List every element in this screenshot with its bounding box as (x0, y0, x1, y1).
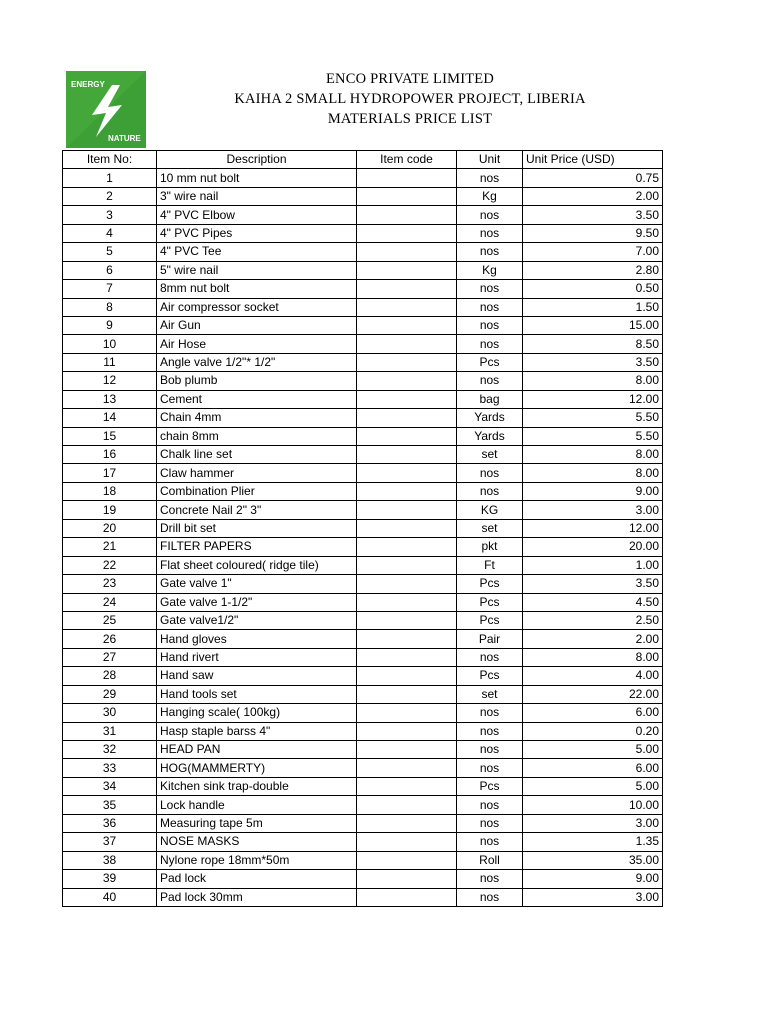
table-row (63, 648, 663, 666)
description-cell: Gate valve 1-1/2" (157, 593, 357, 611)
description-cell: Pad lock (157, 870, 357, 888)
item-number-cell: 16 (63, 446, 157, 464)
item-code-cell (357, 704, 457, 722)
item-code-cell (357, 630, 457, 648)
unit-price-cell: 4.00 (523, 667, 663, 685)
table-row (63, 741, 663, 759)
unit-cell: nos (457, 464, 523, 482)
description-cell: Lock handle (157, 796, 357, 814)
unit-price-cell: 3.50 (523, 575, 663, 593)
unit-cell: Yards (457, 409, 523, 427)
unit-cell: nos (457, 206, 523, 224)
logo-top-text: ENERGY (71, 80, 105, 89)
table-row (63, 464, 663, 482)
description-cell: 5" wire nail (157, 261, 357, 279)
unit-price-cell: 9.50 (523, 224, 663, 242)
item-code-cell (357, 833, 457, 851)
table-row (63, 261, 663, 279)
unit-cell: nos (457, 169, 523, 187)
item-code-cell (357, 243, 457, 261)
item-number-cell: 4 (63, 224, 157, 242)
table-row (63, 759, 663, 777)
description-cell: Hand gloves (157, 630, 357, 648)
item-code-cell (357, 187, 457, 205)
item-number-cell: 40 (63, 888, 157, 906)
item-code-cell (357, 261, 457, 279)
item-code-cell (357, 777, 457, 795)
table-row (63, 796, 663, 814)
description-cell: Air Hose (157, 335, 357, 353)
item-number-cell: 31 (63, 722, 157, 740)
unit-price-cell: 1.00 (523, 556, 663, 574)
unit-price-cell: 8.00 (523, 648, 663, 666)
description-cell: Air Gun (157, 316, 357, 334)
description-cell: Chalk line set (157, 446, 357, 464)
unit-cell: Pcs (457, 777, 523, 795)
unit-cell: nos (457, 316, 523, 334)
table-row (63, 685, 663, 703)
item-number-cell: 7 (63, 280, 157, 298)
item-code-cell (357, 446, 457, 464)
unit-cell: Ft (457, 556, 523, 574)
description-cell: HOG(MAMMERTY) (157, 759, 357, 777)
unit-cell: nos (457, 372, 523, 390)
description-cell: 4" PVC Elbow (157, 206, 357, 224)
unit-price-cell: 7.00 (523, 243, 663, 261)
table-row (63, 519, 663, 537)
description-cell: Combination Plier (157, 482, 357, 500)
item-number-cell: 38 (63, 851, 157, 869)
description-cell: Cement (157, 390, 357, 408)
table-row (63, 704, 663, 722)
table-row (63, 335, 663, 353)
unit-price-cell: 8.00 (523, 446, 663, 464)
column-header-unit: Unit (457, 151, 523, 169)
project-name: KAIHA 2 SMALL HYDROPOWER PROJECT, LIBERIA (234, 91, 586, 107)
item-code-cell (357, 648, 457, 666)
unit-price-cell: 9.00 (523, 870, 663, 888)
item-code-cell (357, 169, 457, 187)
unit-cell: Kg (457, 187, 523, 205)
item-number-cell: 12 (63, 372, 157, 390)
item-code-cell (357, 519, 457, 537)
item-number-cell: 2 (63, 187, 157, 205)
unit-price-cell: 8.00 (523, 464, 663, 482)
table-row (63, 280, 663, 298)
table-row (63, 814, 663, 832)
item-code-cell (357, 409, 457, 427)
unit-cell: nos (457, 224, 523, 242)
item-code-cell (357, 556, 457, 574)
unit-cell: nos (457, 335, 523, 353)
unit-price-cell: 1.35 (523, 833, 663, 851)
table-row (63, 667, 663, 685)
item-number-cell: 33 (63, 759, 157, 777)
unit-price-cell: 9.00 (523, 482, 663, 500)
table-row (63, 482, 663, 500)
column-header-unit-price: Unit Price (USD) (523, 151, 663, 169)
unit-price-cell: 3.00 (523, 501, 663, 519)
table-row (63, 446, 663, 464)
item-code-cell (357, 611, 457, 629)
description-cell: Chain 4mm (157, 409, 357, 427)
table-row (63, 888, 663, 906)
unit-cell: set (457, 519, 523, 537)
table-row (63, 777, 663, 795)
unit-price-cell: 6.00 (523, 704, 663, 722)
item-number-cell: 23 (63, 575, 157, 593)
item-code-cell (357, 685, 457, 703)
unit-cell: nos (457, 759, 523, 777)
item-number-cell: 21 (63, 538, 157, 556)
item-number-cell: 6 (63, 261, 157, 279)
item-number-cell: 3 (63, 206, 157, 224)
description-cell: Drill bit set (157, 519, 357, 537)
item-number-cell: 20 (63, 519, 157, 537)
item-code-cell (357, 464, 457, 482)
table-row (63, 298, 663, 316)
unit-cell: set (457, 685, 523, 703)
unit-cell: nos (457, 298, 523, 316)
unit-cell: nos (457, 722, 523, 740)
column-header-item-code: Item code (357, 151, 457, 169)
item-code-cell (357, 280, 457, 298)
description-cell: 4" PVC Pipes (157, 224, 357, 242)
unit-cell: set (457, 446, 523, 464)
unit-price-cell: 5.00 (523, 777, 663, 795)
description-cell: Hasp staple barss 4" (157, 722, 357, 740)
description-cell: Claw hammer (157, 464, 357, 482)
table-row (63, 575, 663, 593)
item-code-cell (357, 501, 457, 519)
item-number-cell: 24 (63, 593, 157, 611)
unit-cell: nos (457, 648, 523, 666)
unit-cell: Pcs (457, 667, 523, 685)
description-cell: Gate valve 1" (157, 575, 357, 593)
unit-price-cell: 15.00 (523, 316, 663, 334)
item-number-cell: 28 (63, 667, 157, 685)
item-number-cell: 5 (63, 243, 157, 261)
table-row (63, 722, 663, 740)
table-row (63, 372, 663, 390)
item-number-cell: 26 (63, 630, 157, 648)
unit-price-cell: 5.00 (523, 741, 663, 759)
table-row (63, 206, 663, 224)
item-number-cell: 15 (63, 427, 157, 445)
table-body (63, 169, 663, 907)
unit-price-cell: 0.50 (523, 280, 663, 298)
unit-cell: nos (457, 280, 523, 298)
unit-price-cell: 20.00 (523, 538, 663, 556)
item-number-cell: 13 (63, 390, 157, 408)
unit-price-cell: 5.50 (523, 427, 663, 445)
unit-cell: nos (457, 741, 523, 759)
item-code-cell (357, 888, 457, 906)
description-cell: HEAD PAN (157, 741, 357, 759)
unit-cell: Pcs (457, 575, 523, 593)
item-number-cell: 17 (63, 464, 157, 482)
column-header-description: Description (157, 151, 357, 169)
unit-cell: Roll (457, 851, 523, 869)
unit-price-cell: 5.50 (523, 409, 663, 427)
unit-cell: Pcs (457, 353, 523, 371)
unit-price-cell: 2.00 (523, 630, 663, 648)
column-header-item-no: Item No: (63, 151, 157, 169)
unit-price-cell: 2.50 (523, 611, 663, 629)
item-number-cell: 29 (63, 685, 157, 703)
unit-cell: nos (457, 482, 523, 500)
item-code-cell (357, 316, 457, 334)
item-number-cell: 39 (63, 870, 157, 888)
unit-price-cell: 10.00 (523, 796, 663, 814)
table-row (63, 243, 663, 261)
item-code-cell (357, 427, 457, 445)
table-row (63, 833, 663, 851)
item-code-cell (357, 538, 457, 556)
item-number-cell: 32 (63, 741, 157, 759)
description-cell: 3" wire nail (157, 187, 357, 205)
unit-price-cell: 22.00 (523, 685, 663, 703)
document-header (160, 69, 660, 129)
description-cell: Bob plumb (157, 372, 357, 390)
item-code-cell (357, 741, 457, 759)
description-cell: Hanging scale( 100kg) (157, 704, 357, 722)
unit-price-cell: 2.80 (523, 261, 663, 279)
description-cell: Flat sheet coloured( ridge tile) (157, 556, 357, 574)
unit-price-cell: 35.00 (523, 851, 663, 869)
unit-price-cell: 3.00 (523, 888, 663, 906)
description-cell: 8mm nut bolt (157, 280, 357, 298)
description-cell: Hand tools set (157, 685, 357, 703)
table-row (63, 316, 663, 334)
item-number-cell: 9 (63, 316, 157, 334)
description-cell: Measuring tape 5m (157, 814, 357, 832)
unit-price-cell: 8.00 (523, 372, 663, 390)
table-row (63, 353, 663, 371)
item-code-cell (357, 353, 457, 371)
item-code-cell (357, 796, 457, 814)
unit-cell: Pcs (457, 611, 523, 629)
description-cell: Hand rivert (157, 648, 357, 666)
table-row (63, 611, 663, 629)
unit-cell: nos (457, 888, 523, 906)
item-number-cell: 11 (63, 353, 157, 371)
item-code-cell (357, 814, 457, 832)
unit-price-cell: 6.00 (523, 759, 663, 777)
price-table (62, 150, 663, 907)
unit-cell: Yards (457, 427, 523, 445)
item-code-cell (357, 224, 457, 242)
unit-cell: Pcs (457, 593, 523, 611)
table-row (63, 169, 663, 187)
item-code-cell (357, 722, 457, 740)
description-cell: Angle valve 1/2"* 1/2" (157, 353, 357, 371)
unit-price-cell: 0.75 (523, 169, 663, 187)
item-number-cell: 8 (63, 298, 157, 316)
table-row (63, 630, 663, 648)
unit-cell: nos (457, 704, 523, 722)
description-cell: Gate valve1/2" (157, 611, 357, 629)
item-code-cell (357, 575, 457, 593)
unit-cell: pkt (457, 538, 523, 556)
item-number-cell: 37 (63, 833, 157, 851)
unit-price-cell: 2.00 (523, 187, 663, 205)
logo-bottom-text: NATURE (108, 134, 141, 143)
item-number-cell: 10 (63, 335, 157, 353)
table-row (63, 556, 663, 574)
item-number-cell: 27 (63, 648, 157, 666)
item-code-cell (357, 759, 457, 777)
description-cell: Pad lock 30mm (157, 888, 357, 906)
description-cell: Nylone rope 18mm*50m (157, 851, 357, 869)
unit-price-cell: 12.00 (523, 390, 663, 408)
unit-price-cell: 3.50 (523, 353, 663, 371)
description-cell: 10 mm nut bolt (157, 169, 357, 187)
unit-cell: bag (457, 390, 523, 408)
item-code-cell (357, 870, 457, 888)
description-cell: chain 8mm (157, 427, 357, 445)
description-cell: Kitchen sink trap-double (157, 777, 357, 795)
unit-cell: nos (457, 243, 523, 261)
table-row (63, 501, 663, 519)
table-row (63, 870, 663, 888)
unit-cell: Kg (457, 261, 523, 279)
item-number-cell: 18 (63, 482, 157, 500)
item-number-cell: 30 (63, 704, 157, 722)
table-row (63, 224, 663, 242)
item-number-cell: 1 (63, 169, 157, 187)
company-logo (66, 71, 146, 148)
description-cell: Concrete Nail 2" 3" (157, 501, 357, 519)
description-cell: 4" PVC Tee (157, 243, 357, 261)
table-row (63, 427, 663, 445)
unit-price-cell: 3.50 (523, 206, 663, 224)
item-code-cell (357, 335, 457, 353)
company-name: ENCO PRIVATE LIMITED (325, 71, 495, 87)
unit-price-cell: 3.00 (523, 814, 663, 832)
table-row (63, 187, 663, 205)
unit-cell: nos (457, 870, 523, 888)
table-header-row (63, 151, 663, 169)
unit-cell: KG (457, 501, 523, 519)
unit-cell: nos (457, 833, 523, 851)
unit-price-cell: 4.50 (523, 593, 663, 611)
item-code-cell (357, 851, 457, 869)
item-number-cell: 35 (63, 796, 157, 814)
item-number-cell: 34 (63, 777, 157, 795)
unit-cell: nos (457, 814, 523, 832)
document-title: MATERIALS PRICE LIST (327, 111, 493, 127)
unit-price-cell: 8.50 (523, 335, 663, 353)
unit-cell: Pair (457, 630, 523, 648)
item-code-cell (357, 482, 457, 500)
description-cell: FILTER PAPERS (157, 538, 357, 556)
table-row (63, 390, 663, 408)
item-code-cell (357, 667, 457, 685)
item-code-cell (357, 372, 457, 390)
item-code-cell (357, 298, 457, 316)
description-cell: NOSE MASKS (157, 833, 357, 851)
description-cell: Air compressor socket (157, 298, 357, 316)
table-row (63, 593, 663, 611)
table-row (63, 851, 663, 869)
item-code-cell (357, 206, 457, 224)
item-code-cell (357, 593, 457, 611)
table-row (63, 538, 663, 556)
item-number-cell: 14 (63, 409, 157, 427)
item-number-cell: 25 (63, 611, 157, 629)
unit-price-cell: 12.00 (523, 519, 663, 537)
unit-cell: nos (457, 796, 523, 814)
item-code-cell (357, 390, 457, 408)
item-number-cell: 36 (63, 814, 157, 832)
item-number-cell: 19 (63, 501, 157, 519)
item-number-cell: 22 (63, 556, 157, 574)
description-cell: Hand saw (157, 667, 357, 685)
table-row (63, 409, 663, 427)
unit-price-cell: 0.20 (523, 722, 663, 740)
unit-price-cell: 1.50 (523, 298, 663, 316)
lightning-bolt-icon (66, 71, 146, 148)
